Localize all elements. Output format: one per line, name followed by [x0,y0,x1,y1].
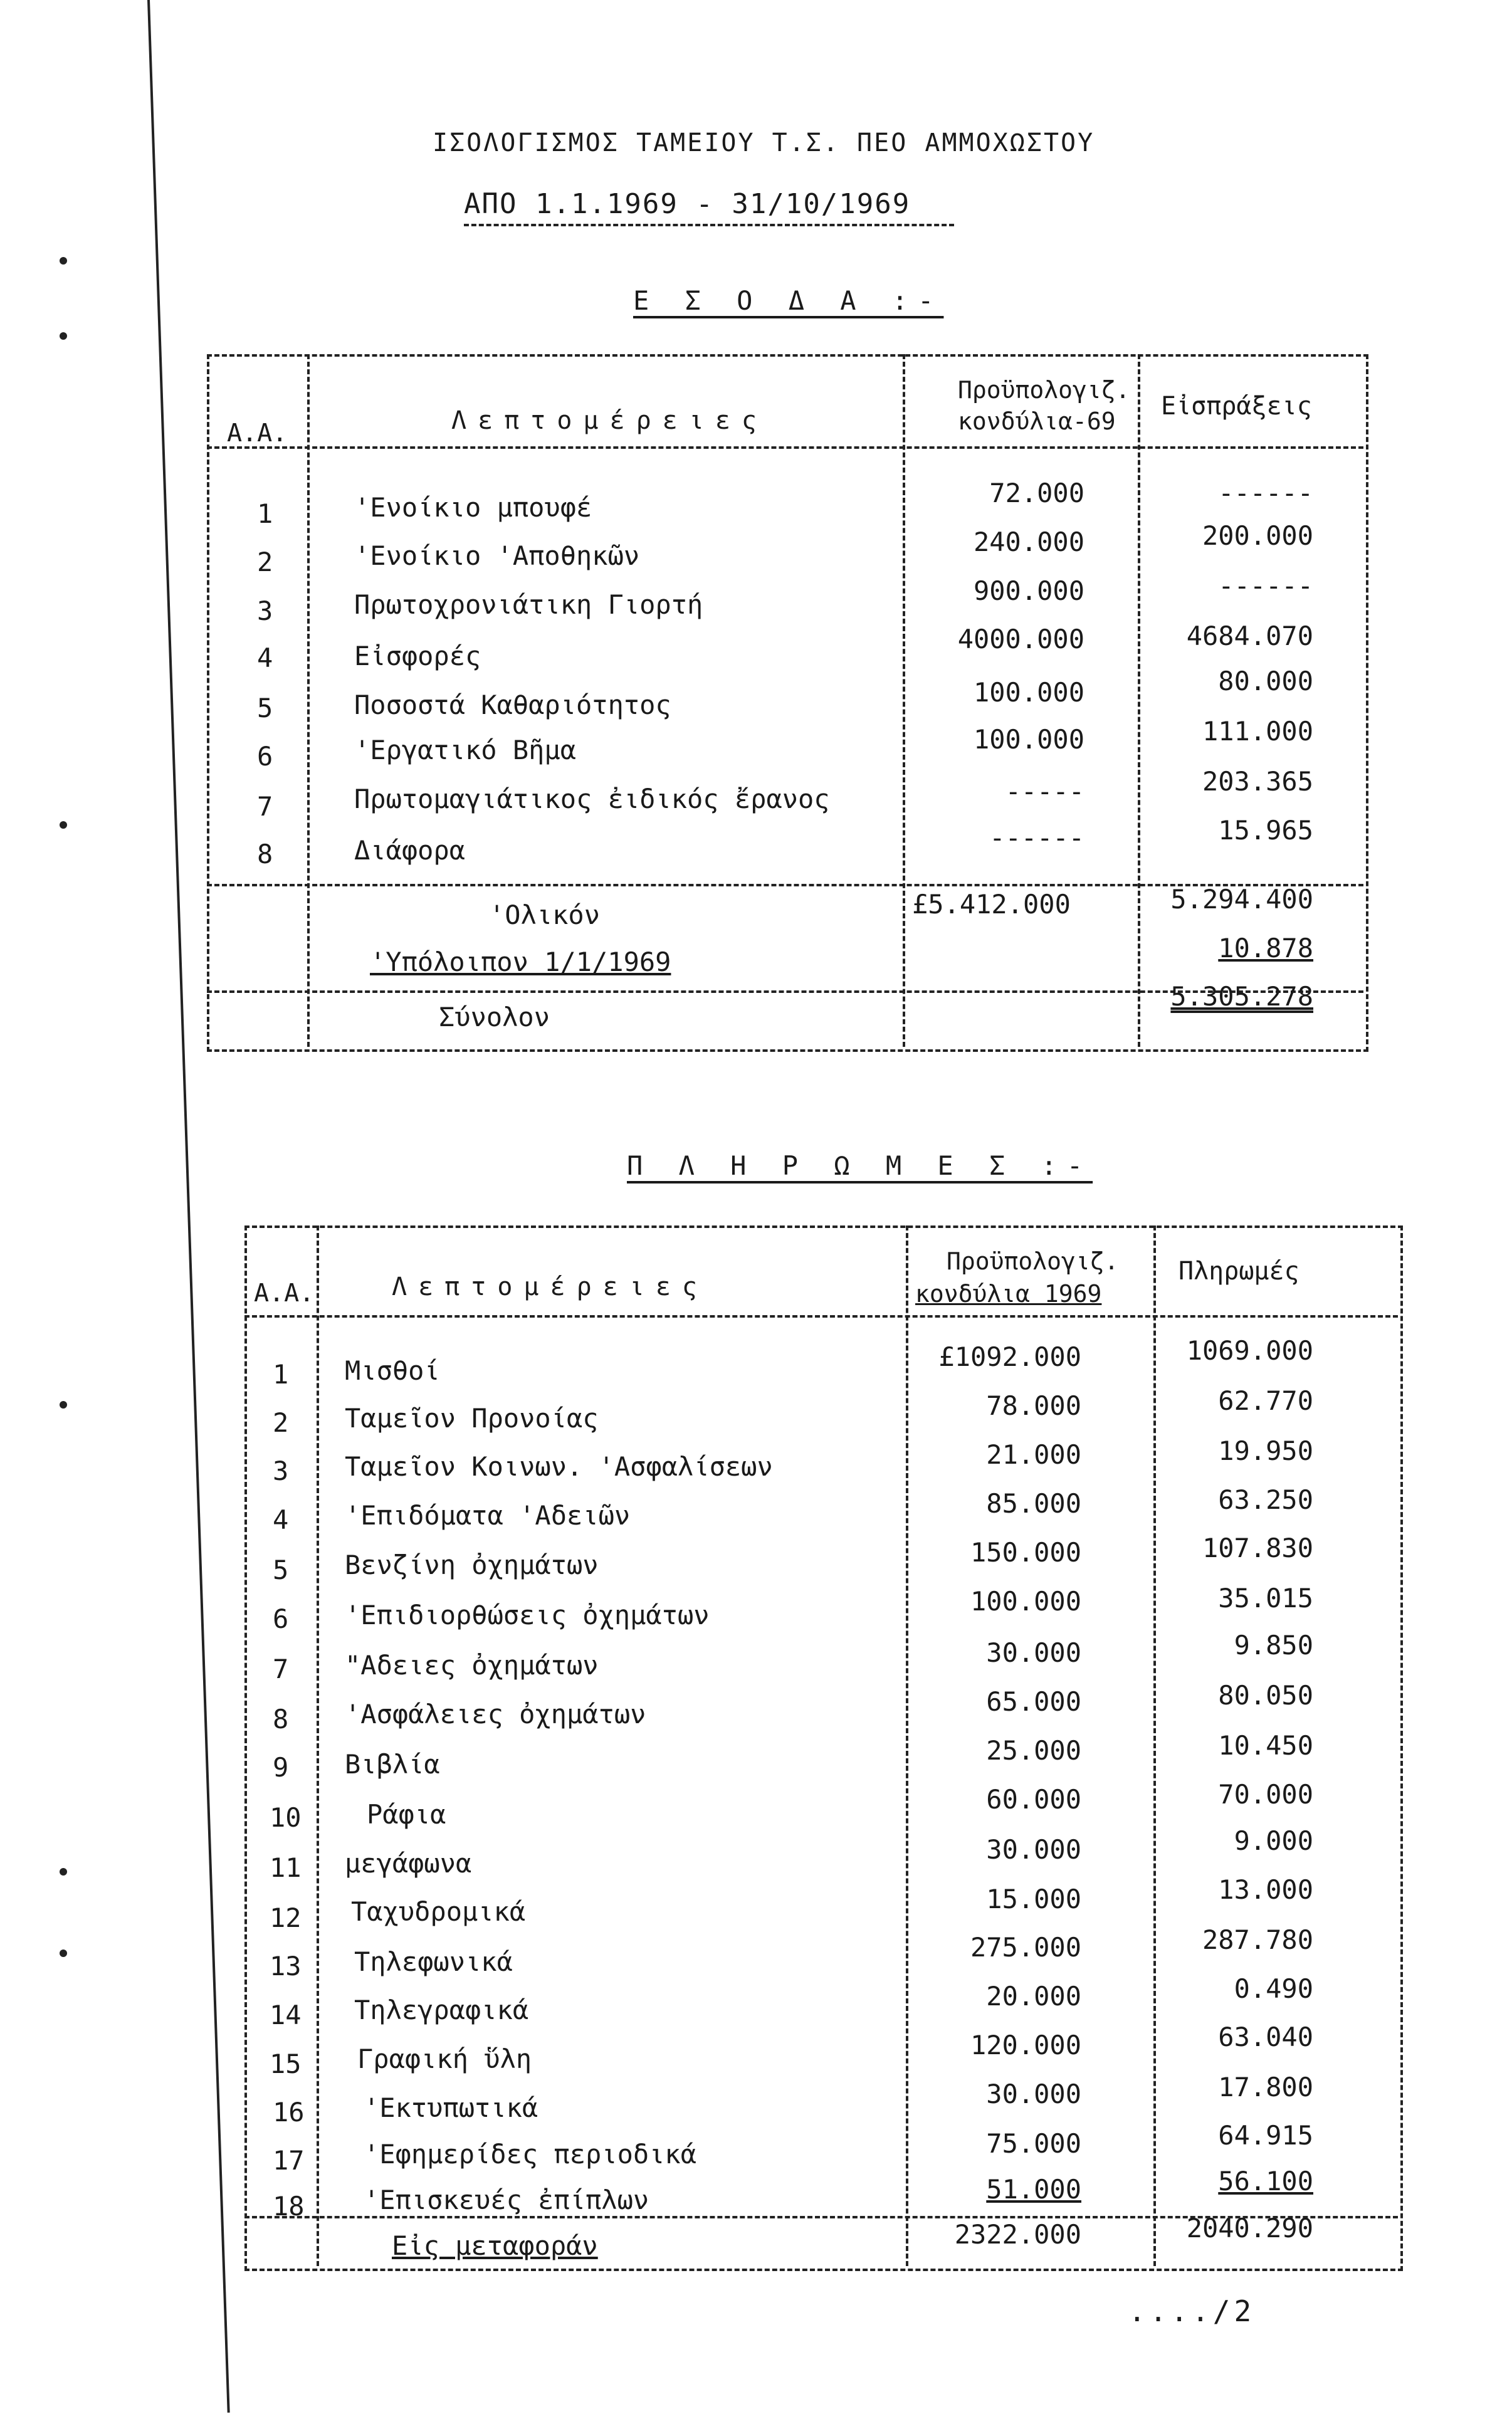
payments-row-15-no: 15 [270,2049,302,2079]
payments-row-18-no: 18 [273,2191,305,2222]
payments-col-details: Λεπτομέρειες [392,1273,708,1301]
payments-row-5-desc: Βενζίνη ὀχημάτων [345,1550,599,1580]
payments-row-12-payment: 13.000 [1218,1874,1313,1905]
payments-row-18-desc: 'Επισκευές ἐπίπλων [364,2185,649,2215]
payments-row-11-budget: 30.000 [986,1834,1081,1865]
income-row-3-receipts: ------ [1218,570,1313,601]
payments-row-11-no: 11 [270,1852,302,1883]
payments-row-3-desc: Ταμεῖον Κοινων. 'Ασφαλίσεων [345,1451,773,1482]
payments-row-2-desc: Ταμεῖον Προνοίας [345,1403,599,1434]
payments-row-14-desc: Τηλεγραφικά [354,1995,529,2025]
income-row-4-no: 4 [257,643,273,673]
payments-row-17-payment: 64.915 [1218,2120,1313,2151]
document-title: ΙΣΟΛΟΓΙΣΜΟΣ ΤΑΜΕΙΟΥ Τ.Σ. ΠΕΟ ΑΜΜΟΧΩΣΤΟΥ [433,129,1095,157]
payments-row-12-desc: Ταχυδρομικά [351,1896,526,1927]
payments-row-5-budget: 150.000 [970,1537,1081,1568]
income-row-8-no: 8 [257,839,273,869]
payments-row-18-payment: 56.100 [1218,2166,1313,2196]
income-row-7-budget: ----- [1005,776,1084,807]
payments-row-4-desc: 'Επιδόματα 'Αδειῶν [345,1500,631,1531]
income-row-2-no: 2 [257,547,273,577]
income-row-3-desc: Πρωτοχρονιάτικη Γιορτή [354,589,703,620]
payments-row-17-budget: 75.000 [986,2128,1081,2159]
payments-row-16-no: 16 [273,2097,305,2128]
payments-row-15-desc: Γραφική ὕλη [357,2044,532,2074]
payments-row-9-desc: Βιβλία [345,1749,440,1780]
payments-row-14-payment: 0.490 [1234,1973,1313,2004]
income-row-4-receipts: 4684.070 [1186,621,1313,651]
payments-heading: Π Λ Η Ρ Ω Μ Ε Σ :- [627,1150,1093,1181]
payments-col-aa: Α.Α. [254,1279,315,1308]
payments-row-1-payment: 1069.000 [1186,1335,1313,1366]
income-row-7-receipts: 203.365 [1202,766,1313,797]
payments-row-10-desc: Ράφια [367,1799,446,1830]
payments-row-7-no: 7 [273,1654,289,1684]
income-col-budget-2: κονδύλια-69 [958,407,1116,435]
payments-row-7-budget: 30.000 [986,1637,1081,1668]
payments-row-10-budget: 60.000 [986,1784,1081,1815]
payments-row-2-no: 2 [273,1407,289,1438]
income-row-1-desc: 'Ενοίκιο μπουφέ [354,492,592,523]
payments-row-2-payment: 62.770 [1218,1385,1313,1416]
income-row-7-no: 7 [257,791,273,822]
margin-dot [60,821,67,829]
payments-row-10-payment: 70.000 [1218,1779,1313,1810]
income-row-8-desc: Διάφορα [354,835,466,866]
payments-row-17-no: 17 [273,2145,305,2176]
payments-row-16-payment: 17.800 [1218,2072,1313,2102]
payments-row-13-budget: 275.000 [970,1932,1081,1963]
payments-row-6-payment: 35.015 [1218,1583,1313,1614]
payments-row-13-desc: Τηλεφωνικά [354,1946,513,1977]
payments-row-3-payment: 19.950 [1218,1435,1313,1466]
payments-row-1-budget: £1092.000 [938,1341,1081,1372]
payments-row-16-desc: 'Εκτυπωτικά [364,2092,538,2123]
income-row-8-receipts: 15.965 [1218,815,1313,846]
payments-col-budget-1: Προϋπολογιζ. [947,1247,1119,1275]
income-total-budget: £5.412.000 [912,889,1071,920]
income-col-details: Λεπτομέρειες [451,406,768,435]
payments-col-payments: Πληρωμές [1179,1257,1299,1286]
margin-dot [60,1950,67,1957]
payments-row-3-budget: 21.000 [986,1439,1081,1470]
income-row-2-desc: 'Ενοίκιο 'Αποθηκῶν [354,540,640,571]
income-row-6-receipts: 111.000 [1202,716,1313,747]
income-balance-label: 'Υπόλοιπον 1/1/1969 [370,947,671,977]
payments-row-7-desc: "Αδειες ὀχημάτων [345,1650,599,1681]
income-row-1-budget: 72.000 [989,478,1084,508]
payments-row-6-budget: 100.000 [970,1586,1081,1617]
payments-row-7-payment: 9.850 [1234,1630,1313,1661]
payments-row-11-desc: μεγάφωνα [345,1848,472,1879]
margin-dot [60,1868,67,1876]
payments-row-17-desc: 'Εφημερίδες περιοδικά [364,2139,697,2170]
income-row-3-budget: 900.000 [973,575,1084,606]
payments-row-11-payment: 9.000 [1234,1825,1313,1856]
income-row-5-budget: 100.000 [973,677,1084,708]
payments-row-8-no: 8 [273,1704,289,1734]
payments-row-2-budget: 78.000 [986,1390,1081,1421]
income-row-2-budget: 240.000 [973,527,1084,557]
income-col-receipts: Εἰσπράξεις [1161,392,1312,421]
payments-row-12-budget: 15.000 [986,1884,1081,1914]
income-balance-receipts: 10.878 [1218,933,1313,963]
margin-dot [60,1401,67,1409]
payments-row-6-desc: 'Επιδιορθώσεις ὀχημάτων [345,1600,710,1630]
payments-row-8-budget: 65.000 [986,1686,1081,1717]
income-row-2-receipts: 200.000 [1202,520,1313,551]
payments-row-15-payment: 63.040 [1218,2022,1313,2052]
income-row-4-budget: 4000.000 [957,624,1084,654]
payments-carry-payment: 2040.290 [1186,2213,1313,2243]
payments-row-16-budget: 30.000 [986,2079,1081,2109]
payments-row-8-payment: 80.050 [1218,1680,1313,1711]
income-row-4-desc: Εἰσφορές [354,641,481,671]
margin-dot [60,257,67,265]
payments-row-9-payment: 10.450 [1218,1730,1313,1761]
income-sum-receipts: 5.305.278 [1170,981,1313,1012]
payments-row-14-budget: 20.000 [986,1981,1081,2012]
payments-row-5-payment: 107.830 [1202,1533,1313,1563]
payments-row-8-desc: 'Ασφάλειες ὀχημάτων [345,1699,646,1729]
payments-row-12-no: 12 [270,1902,302,1933]
income-row-7-desc: Πρωτομαγιάτικος ἐιδικός ἔρανος [354,784,830,814]
payments-row-18-budget: 51.000 [986,2174,1081,2205]
income-row-6-desc: 'Εργατικό Βῆμα [354,735,577,765]
payments-carry-label: Εἰς μεταφοράν [392,2230,598,2261]
payments-row-1-no: 1 [273,1359,289,1390]
income-row-1-no: 1 [257,498,273,529]
payments-row-9-budget: 25.000 [986,1735,1081,1766]
payments-row-3-no: 3 [273,1456,289,1486]
income-col-budget-1: Προϋπολογιζ. [958,376,1130,404]
payments-row-1-desc: Μισθοί [345,1355,440,1386]
payments-col-budget-2: κονδύλια 1969 [915,1280,1102,1308]
payments-row-9-no: 9 [273,1752,289,1783]
payments-row-5-no: 5 [273,1555,289,1585]
income-row-6-budget: 100.000 [973,724,1084,755]
payments-row-14-no: 14 [270,2000,302,2030]
income-row-5-receipts: 80.000 [1218,666,1313,696]
income-sum-label: Σύνολον [439,1002,550,1032]
income-row-3-no: 3 [257,596,273,626]
payments-carry-budget: 2322.000 [954,2219,1081,2250]
income-col-aa: Α.Α. [227,419,288,448]
payments-row-6-no: 6 [273,1603,289,1634]
margin-dot [60,332,67,340]
income-row-5-no: 5 [257,693,273,723]
income-row-5-desc: Ποσοστά Καθαριότητος [354,690,671,720]
income-row-1-receipts: ------ [1218,478,1313,508]
page-continuation-marker: ..../2 [1128,2294,1256,2328]
income-row-6-no: 6 [257,741,273,772]
payments-row-4-budget: 85.000 [986,1488,1081,1519]
payments-row-10-no: 10 [270,1802,302,1833]
income-total-receipts: 5.294.400 [1170,884,1313,915]
payments-row-15-budget: 120.000 [970,2030,1081,2060]
income-total-label: 'Ολικόν [489,900,601,930]
document-period: ΑΠΟ 1.1.1969 - 31/10/1969 [464,188,954,226]
payments-row-4-no: 4 [273,1504,289,1535]
income-heading: Ε Σ Ο Δ Α :- [633,285,944,316]
payments-row-13-no: 13 [270,1951,302,1981]
payments-row-4-payment: 63.250 [1218,1484,1313,1515]
income-row-8-budget: ------ [989,822,1084,853]
payments-row-13-payment: 287.780 [1202,1924,1313,1955]
